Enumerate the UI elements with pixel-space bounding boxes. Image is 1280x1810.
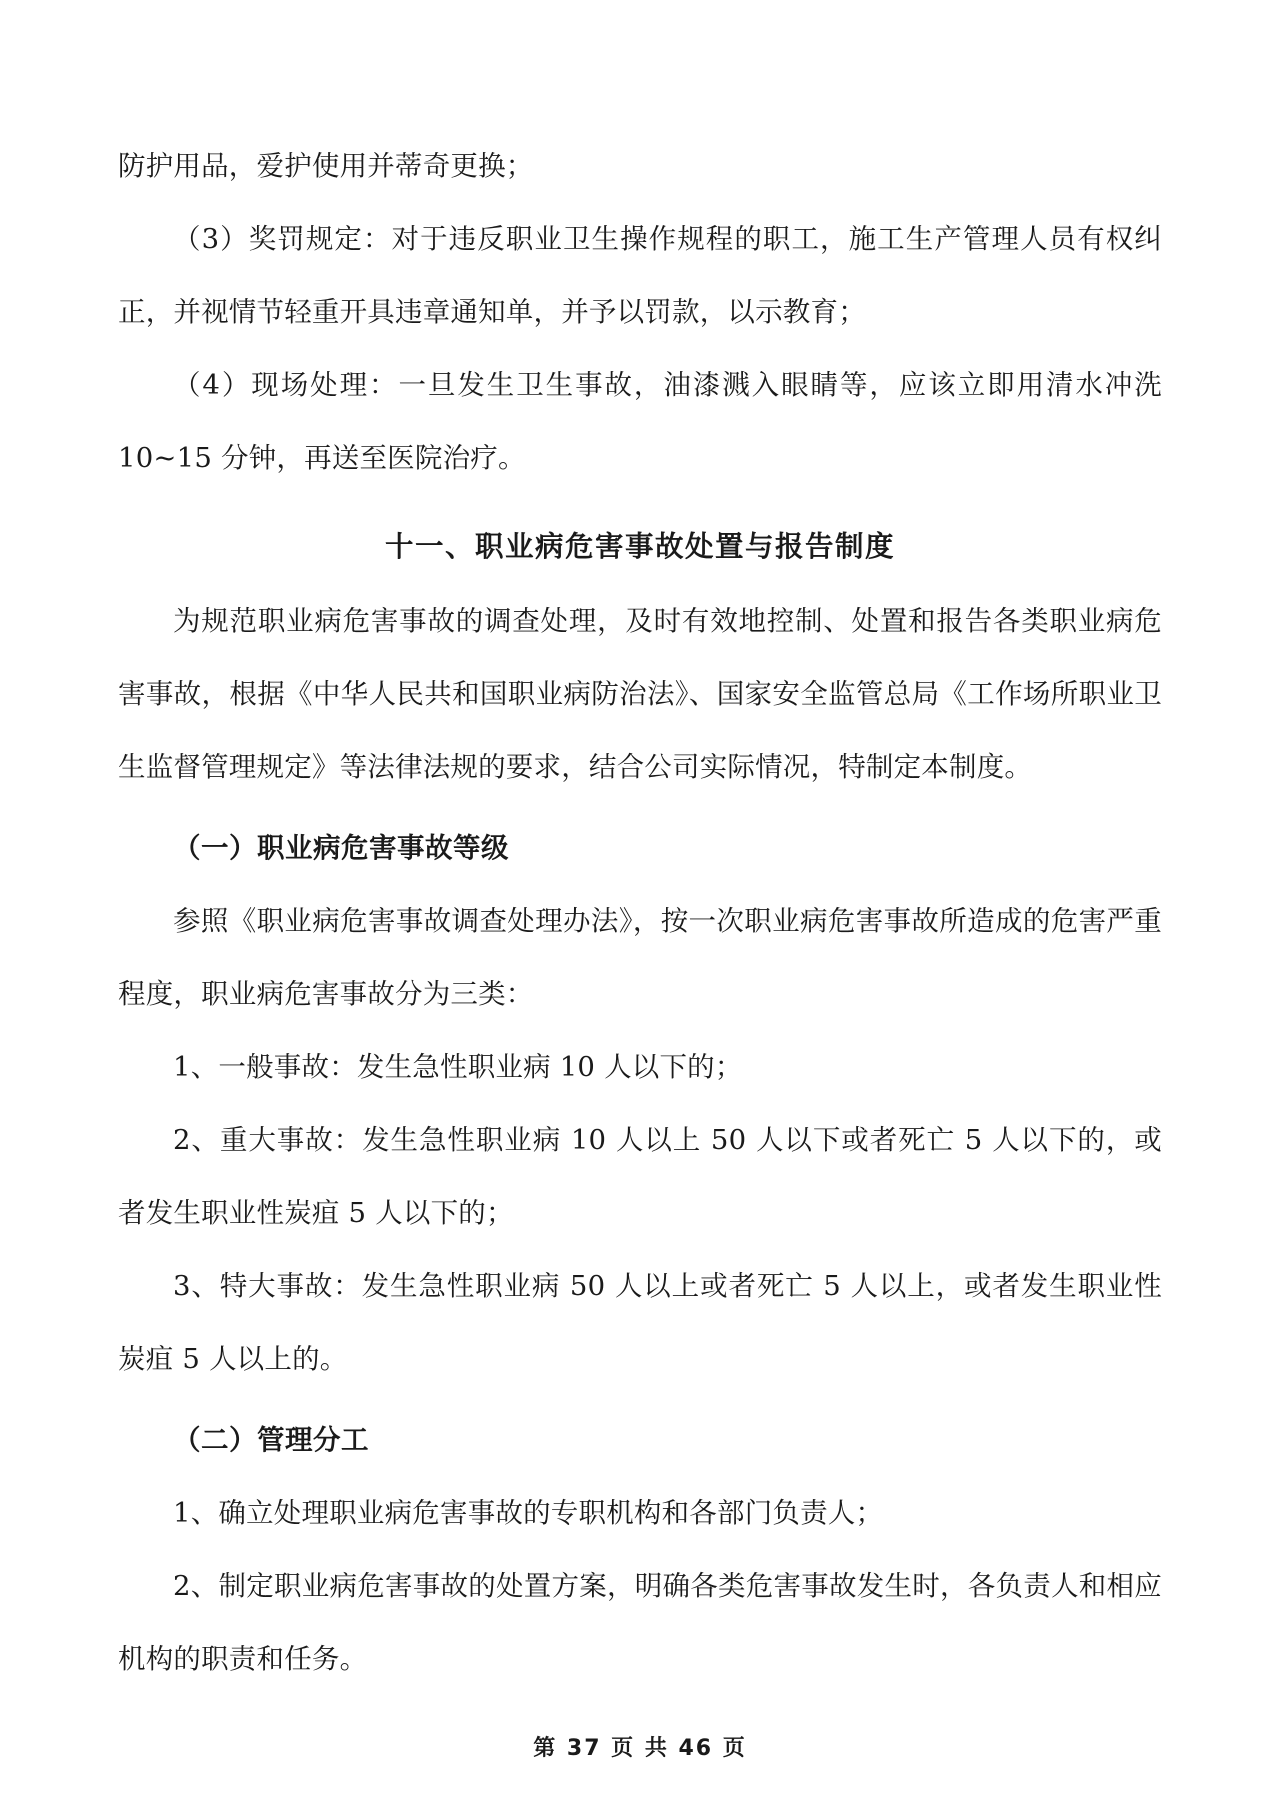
list-item: 2、重大事故：发生急性职业病 10 人以上 50 人以下或者死亡 5 人以下的，或者发生职业性炭疽 5 人以下的； — [118, 1124, 1162, 1229]
paragraph: 为规范职业病危害事故的调查处理，及时有效地控制、处置和报告各类职业病危害事故，根据《中华人民共和国职业病防治法》、国家安全监管总局《工作场所职业卫生监督管理规定》等法律法规的要求，结合公司实际情况，特制定本制度。 — [118, 605, 1162, 783]
subsection-heading: （一）职业病危害事故等级 — [173, 832, 509, 864]
paragraph: 防护用品，爱护使用并蒂奇更换； — [118, 150, 534, 182]
paragraph: 参照《职业病危害事故调查处理办法》，按一次职业病危害事故所造成的危害严重程度，职业病危害事故分为三类： — [118, 905, 1162, 1010]
page-footer: 第 37 页 共 46 页 — [533, 1736, 747, 1761]
paragraph: （4）现场处理：一旦发生卫生事故，油漆溅入眼睛等，应该立即用清水冲洗 10~15 分钟，再送至医院治疗。 — [118, 369, 1162, 474]
list-item: 3、特大事故：发生急性职业病 50 人以上或者死亡 5 人以上，或者发生职业性炭疽 5 人以上的。 — [118, 1270, 1162, 1375]
list-item: 1、一般事故：发生急性职业病 10 人以下的； — [173, 1051, 743, 1083]
section-heading: 十一、职业病危害事故处置与报告制度 — [384, 530, 895, 563]
paragraph: （3）奖罚规定：对于违反职业卫生操作规程的职工，施工生产管理人员有权纠正，并视情节轻重开具违章通知单，并予以罚款，以示教育； — [118, 223, 1162, 328]
list-item: 2、制定职业病危害事故的处置方案，明确各类危害事故发生时，各负责人和相应机构的职责和任务。 — [118, 1570, 1162, 1675]
document-body — [118, 130, 1162, 1696]
list-item: 1、确立处理职业病危害事故的专职机构和各部门负责人； — [173, 1497, 884, 1529]
subsection-heading: （二）管理分工 — [173, 1424, 369, 1456]
